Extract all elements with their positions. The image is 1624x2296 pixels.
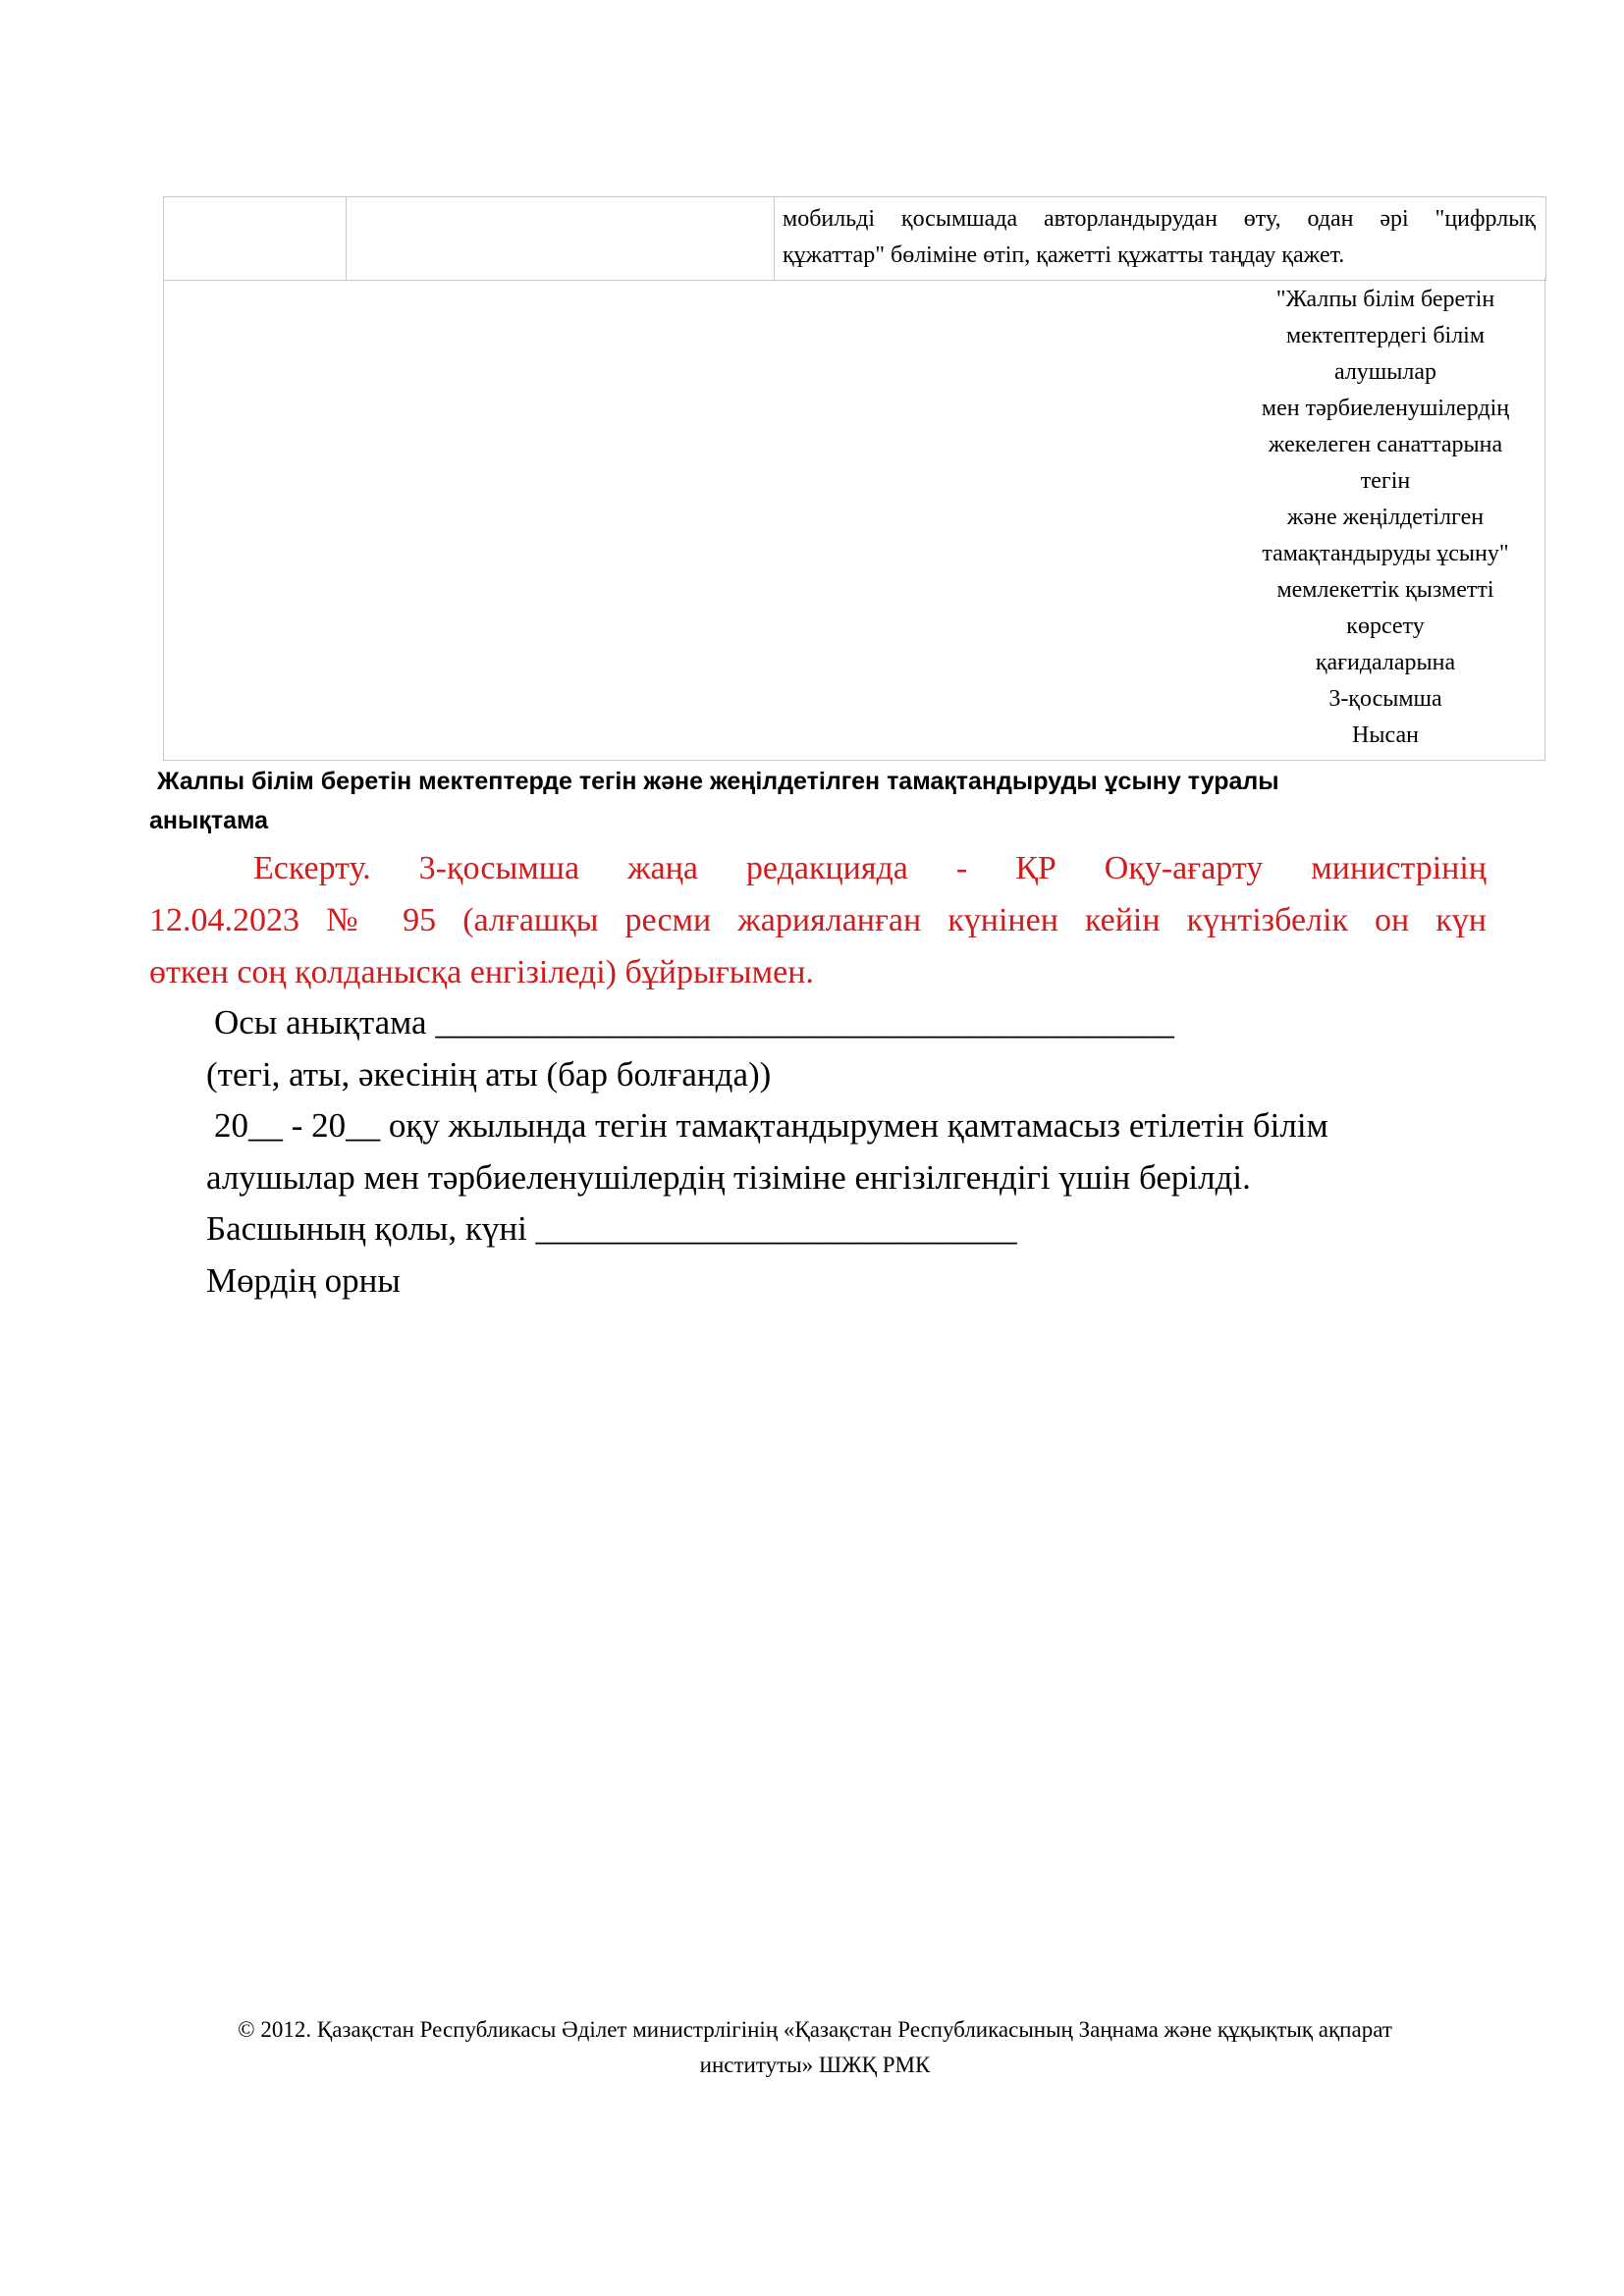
annex-line: және жеңілдетілген [1286, 505, 1485, 530]
annex-line: қағидаларына [1315, 650, 1456, 675]
annex-line: мен тәрбиеленушілердің [1261, 396, 1510, 421]
footer-institute: институты» ШЖҚ РМК [699, 2053, 931, 2077]
document-title-line1: Жалпы білім беретін мектептерде тегін және жеңілдетілген тамақтандыруды ұсыну туралы [157, 768, 1279, 795]
annex-line: 3-қосымша [1328, 686, 1442, 712]
page-footer [118, 2012, 1512, 2083]
annex-line: жекелеген санаттарына [1268, 432, 1503, 457]
annex-form-label: Нысан [1352, 722, 1419, 748]
table-row [164, 197, 1546, 281]
head-signature-line: Басшының қолы, күні ____________________________ [206, 1209, 1017, 1248]
amendment-note-line1: Ескерту. 3-қосымша жаңа редакцияда - ҚР Оқу-ағарту министрінің [253, 850, 1487, 886]
issued-reason-line: алушылар мен тәрбиеленушілердің тізіміне енгізілгендігі үшін берілді. [206, 1158, 1251, 1197]
annex-line: "Жалпы білім беретін [1275, 287, 1495, 312]
certificate-subject-line: Осы анықтама ___________________________________________ [214, 1003, 1174, 1041]
full-name-hint: (тегі, аты, әкесінің аты (бар болғанда)) [206, 1055, 772, 1094]
table-cell-text-line1: мобильді қосымшада авторландырудан өту, одан әрі "цифрлық [783, 206, 1536, 232]
amendment-note-line2: 12.04.2023 № 95 (алғашқы ресми жарияланған күнінен кейін күнтізбелік он күн [149, 902, 1487, 938]
annex-line: мемлекеттік қызметті [1276, 577, 1494, 603]
school-year-line: 20__ - 20__ оқу жылында тегін тамақтандырумен қамтамасыз етілетін білім [214, 1106, 1328, 1145]
annex-line: алушылар [1333, 359, 1437, 385]
document-title [149, 762, 1485, 840]
table-cell-text-line2: құжаттар" бөліміне өтіп, қажетті құжатты таңдау қажет. [783, 242, 1345, 268]
table-cell-name [347, 197, 775, 281]
seal-place-line: Мөрдің орны [206, 1261, 401, 1300]
annex-line: тамақтандыруды ұсыну" [1262, 541, 1509, 566]
table-cell-number [164, 197, 347, 281]
amendment-note [149, 842, 1487, 998]
continuation-table [163, 196, 1546, 281]
table-cell-description [775, 197, 1546, 281]
annex-reference [1214, 282, 1557, 754]
annex-line: көрсету [1346, 614, 1425, 639]
amendment-note-line3: өткен соң қолданысқа енгізіледі) бұйрығымен. [149, 954, 814, 990]
document-title-line2: анықтама [149, 807, 269, 834]
annex-line: мектептердегі білім [1285, 323, 1486, 348]
annex-line: тегін [1360, 468, 1411, 494]
footer-copyright: © 2012. Қазақстан Республикасы Әділет министрлігінің «Қазақстан Республикасының Заңнама және құқықтық ақпарат [238, 2017, 1392, 2042]
